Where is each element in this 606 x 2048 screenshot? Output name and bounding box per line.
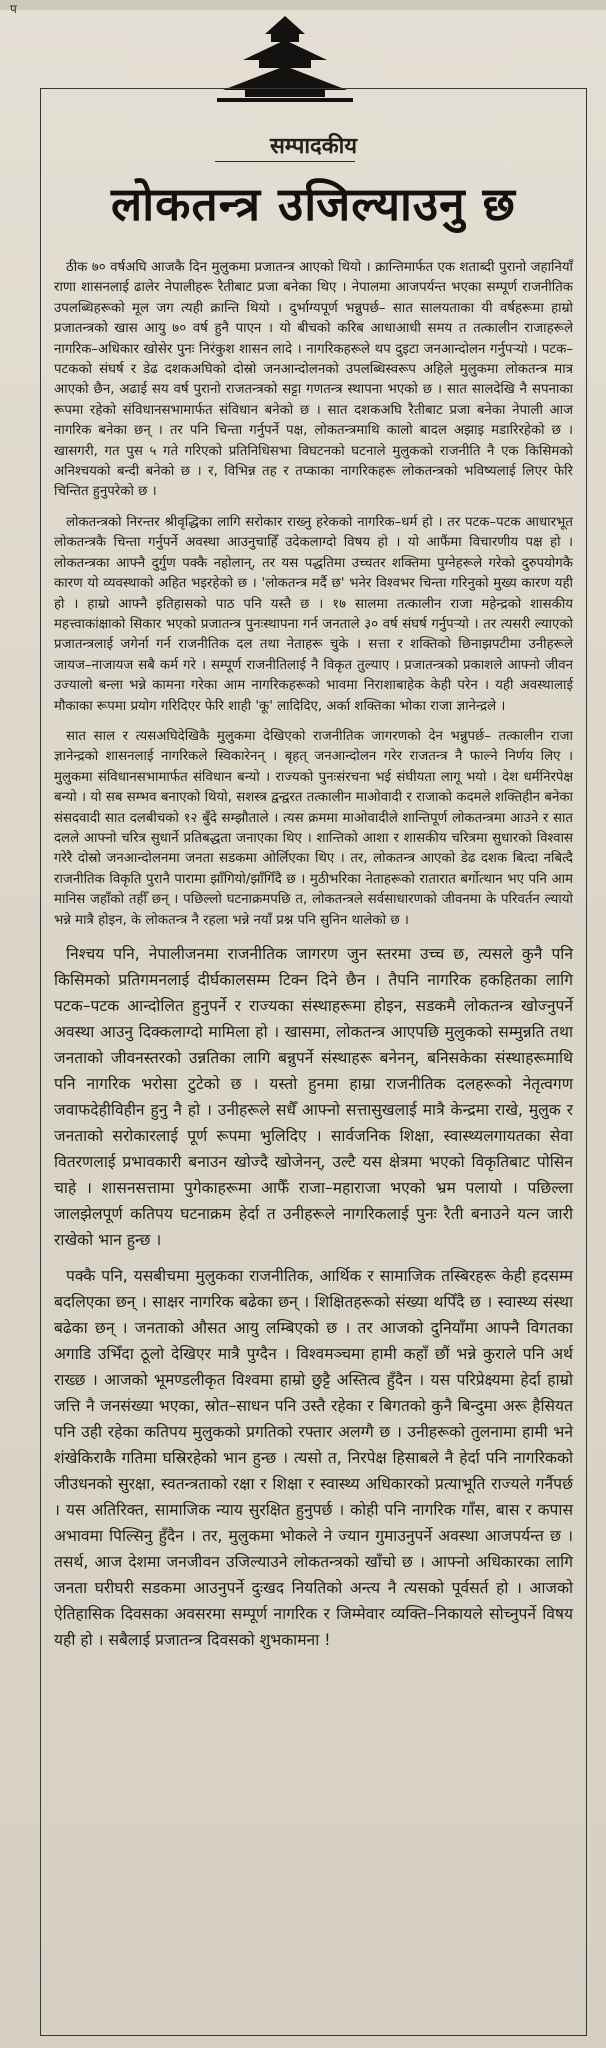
body-paragraph-1: ठीक ७० वर्षअघि आजकै दिन मुलुकमा प्रजातन्त्र आएको थियो । क्रान्तिमार्फत एक शताब्दी पुरानो जहानियाँ राणा शासनलाई ढालेर नेपालीहरू रैतीबाट प्रजा बनेका थिए । नेपालमा आजपर्यन्त भएका सम्पूर्ण राजनीतिक उपलब्धिहरूको मूल जग त्यही क्रान्ति थियो । दुर्भाग्यपूर्ण भन्नुपर्छ– सात सालयताका यी वर्षहरूमा हाम्रो प्रजातन्त्रको खास आयु ७० वर्ष हुनै पाएन । यो बीचको करिब आधाआधी समय त तत्कालीन राजाहरूले नागरिक–अधिकार खोसेर पुनः निरंकुश शासन लादे । नागरिकहरूले थप दुइटा जनआन्दोलन गर्नुपर्‍यो । पटक–पटकको संघर्ष र डेढ दशकअघिको दोस्रो जनआन्दोलनको उपलब्धिस्वरूप अहिले मुलुकमा लोकतन्त्र मात्र आएको छैन, अढाई सय वर्ष पुरानो राजतन्त्रको सट्टा गणतन्त्र स्थापना भएको छ । सात सालदेखि नै सपनाका रूपमा रहेको संविधानसभामार्फत संविधान बनेको छ । सात दशकअघि रैतीबाट प्रजा बनेका नेपाली आज नागरिक बनेका छन् । तर पनि चिन्ता गर्नुपर्ने पक्ष, लोकतन्त्रमाथि कालो बादल अझाइ मडारिरहेको छ । खासगरी, गत पुस ५ गते गरिएको प्रतिनिधिसभा विघटनको घटनाले मुलुकको राजनीति नै एक किसिमको अनिश्चयको बन्दी बनेको छ । र, विभिन्न तह र तप्काका नागरिकहरू लोकतन्त्रको भविष्यलाई लिएर फेरि चिन्तित हुनुपरेको छ । xyxy=(54,260,573,500)
body-paragraph-3: सात साल र त्यसअघिदेखिकै मुलुकमा देखिएको राजनीतिक जागरणको देन भन्नुपर्छ– तत्कालीन राजा ज्ञानेन्द्रको शासनलाई नागरिकले स्विकारेनन् । बृहत् जनआन्दोलन गरेर राजतन्त्र नै फाल्ने निर्णय लिए । मुलुकमा संविधानसभामार्फत संविधान बन्यो । राज्यको पुनःसंरचना भई संघीयता लागू भयो । देश धर्मनिरपेक्ष बन्यो । यो सब सम्भव बनाएको थियो, सशस्त्र द्वन्द्वरत तत्कालीन माओवादी र राजाको कदमले शक्तिहीन बनेका संसदवादी सात दलबीचको १२ बुँदे सम्झौताले । त्यस क्रममा माओवादीले शान्तिपूर्ण लोकतन्त्रमा आउने र सात दलले आफ्नो चरित्र सुधार्ने प्रतिबद्धता जनाएका थिए । शान्तिको आशा र शासकीय चरित्रमा सुधारको विश्वास गरेरै दोस्रो जनआन्दोलनमा जनता सडकमा ओर्लिएका थिए । तर, लोकतन्त्र आएको डेढ दशक बित्दा नबित्दै राजनीतिक विकृति पुरानै पारामा झाँगियो/झाँगिँदै छ । मुठीभरिका नेताहरूको रातारात बर्गोत्थान भए पनि आम मानिस जहाँको तहीँ छन् । पछिल्लो घटनाक्रमपछि त, लोकतन्त्रले सर्वसाधारणको जीवनमा के परिवर्तन ल्यायो भन्ने मात्रै होइन, के लोकतन्त्र नै रहला भन्ने नयाँ प्रश्न पनि सुनिन थालेको छ । xyxy=(54,728,573,928)
section-label: सम्पादकीय xyxy=(269,134,358,159)
page-top-strip xyxy=(0,0,606,10)
page-corner-mark: प xyxy=(10,2,17,16)
body-paragraph-4: निश्चय पनि, नेपालीजनमा राजनीतिक जागरण जुन स्तरमा उच्च छ, त्यसले कुनै पनि किसिमको प्रतिगमनलाई दीर्घकालसम्म टिक्न दिने छैन । तैपनि नागरिक हकहितका लागि पटक–पटक आन्दोलित हुनुपर्ने र राज्यका संस्थाहरूमा होइन, सडकमै लोकतन्त्र खोज्नुपर्ने अवस्था आउनु दिक्कलाग्दो मामिला हो । खासमा, लोकतन्त्र आएपछि मुलुकको सम्मुन्नति तथा जनताको जीवनस्तरको उन्नतिका लागि बन्नुपर्ने संस्थाहरू बनेनन्, बनिसकेका संस्थाहरूमाथि पनि नागरिक भरोसा टुटेको छ । यस्तो हुनमा हाम्रा राजनीतिक दलहरूको नेतृत्वगण जवाफदेहीविहीन हुनु नै हो । उनीहरूले सधैँ आफ्नो सत्तासुखलाई मात्रै केन्द्रमा राखे, मुलुक र जनताको सरोकारलाई पूर्ण रूपमा भुलिदिए । सार्वजनिक शिक्षा, स्वास्थ्यलगायतका सेवा वितरणलाई प्रभावकारी बनाउन खोज्दै खोजेनन्, उल्टै यस क्षेत्रमा भएको विकृतिबाट पोसिन चाहे । शासनसत्तामा पुगेकाहरूमा आफैँ राजा–महाराजा भएको भ्रम पलायो । पछिल्ला जालझेलपूर्ण कतिपय घटनाक्रम हेर्दा त उनीहरूले नागरिकलाई पुनः रैती बनाउने यत्न जारी राखेको भान हुन्छ । xyxy=(54,945,573,1249)
editorial-body xyxy=(54,258,573,1663)
body-paragraph-2: लोकतन्त्रको निरन्तर श्रीवृद्धिका लागि सरोकार राख्नु हरेकको नागरिक–धर्म हो । तर पटक–पटक आधारभूत लोकतन्त्रकै चिन्ता गर्नुपर्ने अवस्था आउनुचाहिँ उदेकलाग्दो विषय हो । यो आफैंमा विचारणीय पक्ष हो । लोकतन्त्रका आफ्नै दुर्गुण पक्कै नहोलान्, तर यस पद्धतिमा उच्चतर शक्तिमा पुग्नेहरूले गरेको दुरुपयोगकै कारण यो व्यवस्थाको अहित भइरहेको छ । 'लोकतन्त्र मर्दै छ' भनेर विश्वभर चिन्ता गरिनुको मुख्य कारण यही हो । हाम्रो आफ्नै इतिहासको पाठ पनि यस्तै छ । १७ सालमा तत्कालीन राजा महेन्द्रको शासकीय महत्त्वाकांक्षाको सिकार भएको प्रजातन्त्र पुनःस्थापना गर्न जनताले ३० वर्ष संघर्ष गर्नुपर्‍यो । तर त्यसरी ल्याएको प्रजातन्त्रलाई जगेर्ना गर्न राजनीतिक दल तथा नेताहरू चुके । सत्ता र शक्तिको छिनाझपटीमा उनीहरूले जायज–नाजायज सबै कर्म गरे । सम्पूर्ण राजनीतिलाई नै विकृत तुल्याए । प्रजातन्त्रको प्रकाशले आफ्नो जीवन उज्यालो बन्ला भन्ने कामना गरेका आम नागरिकहरूको भावमा निराशाबाहेक केही परेन । यही अवस्थालाई मौकाका रूपमा प्रयोग गरिदिएर फेरि शाही 'कू' लादिदिए, अर्का शक्तिका भोका राजा ज्ञानेन्द्रले । xyxy=(54,514,573,714)
section-label-underline xyxy=(215,161,355,162)
body-paragraph-5: पक्कै पनि, यसबीचमा मुलुकका राजनीतिक, आर्थिक र सामाजिक तस्बिरहरू केही हदसम्म बदलिएका छन् । साक्षर नागरिक बढेका छन् । शिक्षितहरूको संख्या थपिँदै छ । स्वास्थ्य संस्था बढेका छन् । जनताको औसत आयु लम्बिएको छ । तर आजको दुनियाँमा आफ्नै विगतका अगाडि उभिँदा ठूलो देखिएर मात्रै पुग्दैन । विश्वमञ्चमा हामी कहाँ छौं भन्ने कुराले पनि अर्थ राख्छ । आजको भूमण्डलीकृत विश्वमा हाम्रो छुट्टै अस्तित्व हुँदैन । यस परिप्रेक्ष्यमा हेर्दा हाम्रो जत्ति नै जनसंख्या भएका, स्रोत–साधन पनि उस्तै रहेका र बिगतको कुनै बिन्दुमा अरू हैसियत पनि उही रहेका कतिपय मुलुकको प्रगतिको रफ्तार अलग्गै छ । उनीहरूको तुलनामा हामी भने शंखेकिराकै गतिमा घस्रिरहेको भान हुन्छ । त्यसो त, निरपेक्ष हिसाबले नै हेर्दा पनि नागरिकको जीउधनको सुरक्षा, स्वतन्त्रताको रक्षा र शिक्षा र स्वास्थ्य अधिकारको प्रत्याभूति राज्यले गर्नैपर्छ । यस अतिरिक्त, सामाजिक न्याय सुरक्षित हुनुपर्छ । कोही पनि नागरिक गाँस, बास र कपास अभावमा पिल्सिनु हुँदैन । तर, मुलुकमा भोकले ने ज्यान गुमाउनुपर्ने अवस्था आजपर्यन्त छ । तसर्थ, आज देशमा जनजीवन उजिल्याउने लोकतन्त्रको खाँचो छ । आफ्नो अधिकारका लागि जनता घरीघरी सडकमा आउनुपर्ने दुःखद नियतिको अन्त्य नै त्यसको पूर्वसर्त हो । आजको ऐतिहासिक दिवसका अवसरमा सम्पूर्ण नागरिक र जिम्मेवार व्यक्ति–निकायले सोच्नुपर्ने विषय यही हो । सबैलाई प्रजातन्त्र दिवसको शुभकामना ! xyxy=(54,1267,573,1649)
editorial-headline: लोकतन्त्र उजिल्याउनु छ xyxy=(111,177,516,231)
